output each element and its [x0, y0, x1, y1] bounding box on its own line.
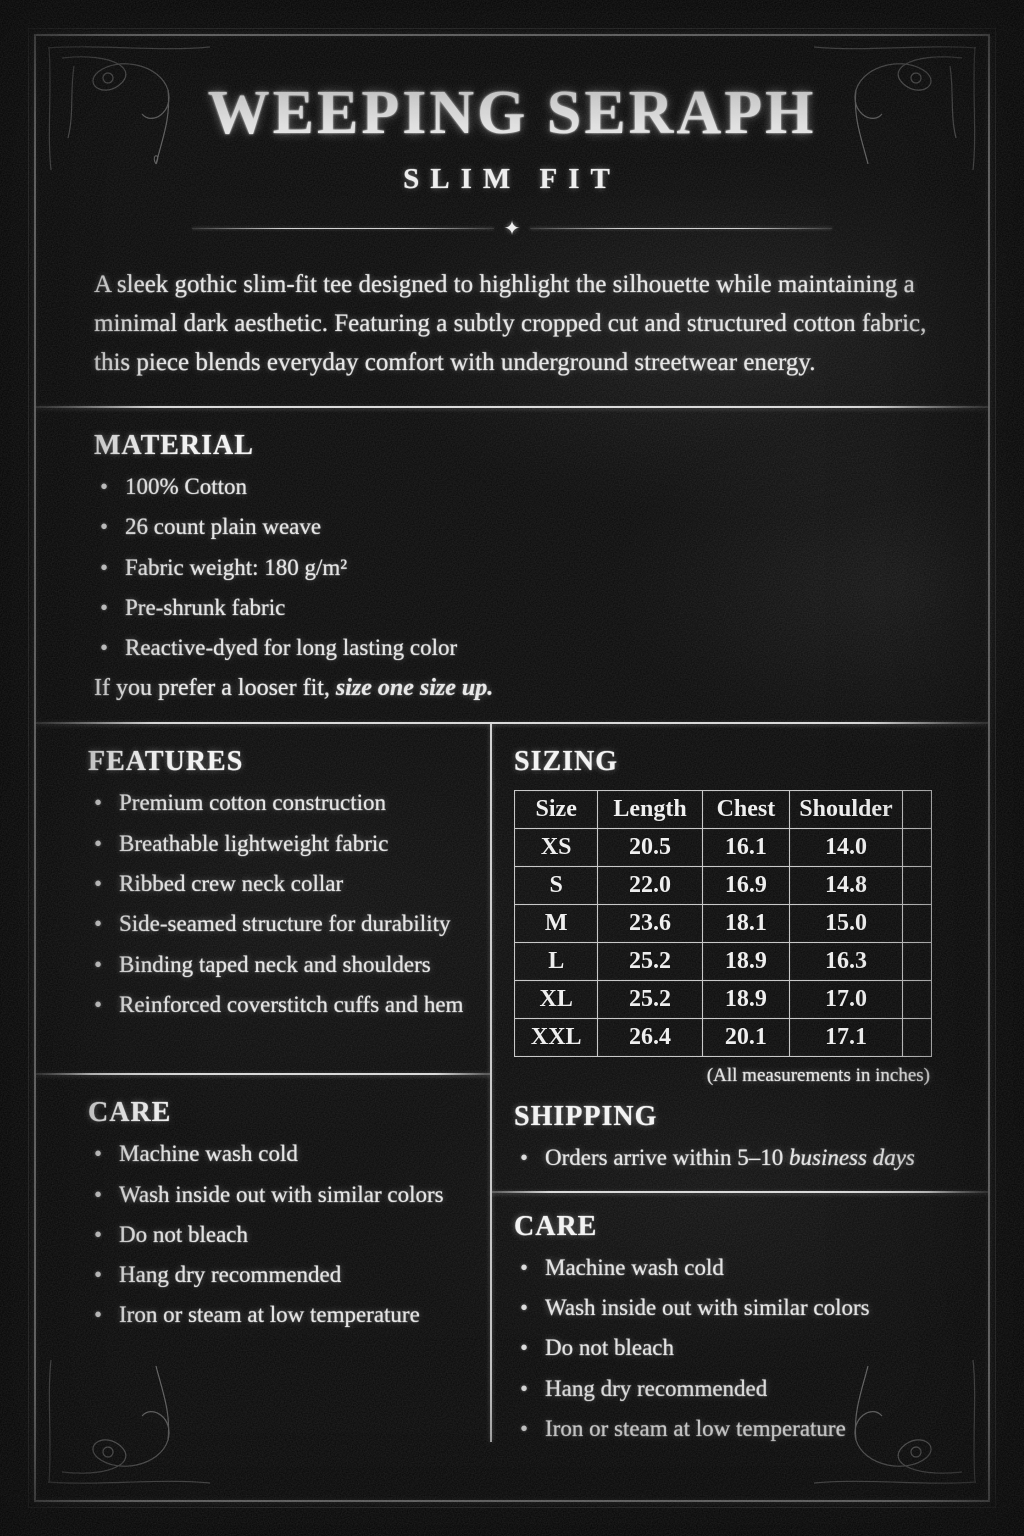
page-title: WEEPING SERAPH — [207, 79, 817, 147]
size-cell: M — [515, 905, 598, 943]
list-item: • Pre-shrunk fabric — [94, 595, 930, 620]
page-subtitle: SLIM FIT — [403, 163, 621, 195]
list-item: • 26 count plain weave — [94, 514, 930, 539]
list-item: • Fabric weight: 180 g/m² — [94, 555, 930, 580]
shoulder-cell: 14.8 — [790, 867, 903, 905]
shoulder-cell: 17.1 — [790, 1019, 903, 1057]
table-row — [515, 905, 932, 943]
fit-note-text: If you prefer a looser fit, — [94, 675, 336, 702]
care-left-list — [88, 1141, 468, 1327]
list-item — [514, 1145, 932, 1170]
shipping-section — [514, 1101, 932, 1170]
list-item: • Ribbed crew neck collar — [88, 871, 468, 896]
material-list — [94, 474, 930, 660]
fit-note — [94, 675, 930, 702]
length-cell: 22.0 — [598, 867, 702, 905]
care-right-heading: CARE — [514, 1210, 598, 1242]
empty-cell — [902, 905, 931, 943]
sizing-table — [514, 790, 932, 1057]
shipping-heading: SHIPPING — [514, 1101, 658, 1133]
shoulder-cell: 15.0 — [790, 905, 903, 943]
shoulder-cell: 16.3 — [790, 943, 903, 981]
divider-line — [192, 228, 494, 230]
product-description: A sleek gothic slim-fit tee designed to highlight the silhouette while maintaining a minimal dark aesthetic. Featuring a subtly cropped cut and structured cotton fabric, this piece blends everyday comfort with underground streetwear energy. — [94, 271, 927, 376]
empty-cell — [902, 981, 931, 1019]
list-item: • Reinforced coverstitch cuffs and hem — [88, 992, 468, 1017]
column-header: Size — [515, 791, 598, 829]
section-divider — [36, 1073, 490, 1075]
header — [94, 78, 930, 241]
length-cell: 25.2 — [598, 981, 702, 1019]
size-cell: XL — [515, 981, 598, 1019]
material-heading: MATERIAL — [94, 430, 254, 461]
diamond-icon: ✦ — [503, 218, 521, 240]
list-item: • Wash inside out with similar colors — [514, 1295, 932, 1320]
list-item: • Do not bleach — [514, 1335, 932, 1360]
list-item: • Reactive-dyed for long lasting color — [94, 635, 930, 660]
features-list — [88, 790, 468, 1017]
table-row — [515, 867, 932, 905]
chest-cell: 16.9 — [702, 867, 790, 905]
shoulder-cell: 17.0 — [790, 981, 903, 1019]
sizing-section — [514, 746, 932, 1087]
list-item: • Machine wash cold — [88, 1141, 468, 1166]
list-item: • Machine wash cold — [514, 1255, 932, 1280]
column-header: Shoulder — [790, 791, 903, 829]
chest-cell: 16.1 — [702, 829, 790, 867]
chest-cell: 18.9 — [702, 981, 790, 1019]
chest-cell: 20.1 — [702, 1019, 790, 1057]
shipping-emphasis: business days — [789, 1145, 915, 1171]
features-section — [88, 746, 468, 1017]
table-header-row — [515, 791, 932, 829]
fit-note-emphasis: size one size up. — [335, 675, 494, 702]
section-divider — [36, 406, 988, 408]
left-column — [36, 724, 490, 1456]
two-column-area — [36, 724, 988, 1456]
decorative-frame — [34, 34, 990, 1502]
right-column — [490, 724, 988, 1456]
table-row — [515, 829, 932, 867]
care-right-list — [514, 1255, 932, 1441]
material-section — [94, 430, 930, 702]
list-item: • 100% Cotton — [94, 474, 930, 499]
divider-line — [530, 228, 832, 230]
list-item: • Hang dry recommended — [514, 1376, 932, 1401]
empty-cell — [902, 943, 931, 981]
column-divider — [490, 724, 492, 1442]
table-row — [515, 981, 932, 1019]
section-divider — [490, 1191, 988, 1193]
chest-cell: 18.1 — [702, 905, 790, 943]
size-cell: S — [515, 867, 598, 905]
shipping-text: Orders arrive within 5–10 — [545, 1145, 789, 1171]
size-cell: XS — [515, 829, 598, 867]
sizing-heading: SIZING — [514, 746, 619, 778]
list-item: • Do not bleach — [88, 1222, 468, 1247]
chest-cell: 18.9 — [702, 943, 790, 981]
list-item: • Iron or steam at low temperature — [88, 1302, 468, 1327]
list-item: • Premium cotton construction — [88, 790, 468, 815]
care-section-right — [514, 1211, 932, 1441]
list-item: • Hang dry recommended — [88, 1262, 468, 1287]
list-item: • Binding taped neck and shoulders — [88, 952, 468, 977]
column-header-empty — [902, 791, 931, 829]
features-heading: FEATURES — [88, 746, 244, 778]
length-cell: 20.5 — [598, 829, 702, 867]
table-row — [515, 943, 932, 981]
list-item: • Wash inside out with similar colors — [88, 1182, 468, 1207]
shoulder-cell: 14.0 — [790, 829, 903, 867]
measurements-note: (All measurements in inches) — [706, 1065, 930, 1087]
column-header: Chest — [702, 791, 790, 829]
length-cell: 26.4 — [598, 1019, 702, 1057]
list-item: • Breathable lightweight fabric — [88, 831, 468, 856]
size-cell: XXL — [515, 1019, 598, 1057]
table-row — [515, 1019, 932, 1057]
empty-cell — [902, 829, 931, 867]
ornament-divider — [192, 216, 832, 241]
list-item: • Side-seamed structure for durability — [88, 911, 468, 936]
empty-cell — [902, 1019, 931, 1057]
list-item: • Iron or steam at low temperature — [514, 1416, 932, 1441]
length-cell: 23.6 — [598, 905, 702, 943]
care-section-left — [88, 1097, 468, 1327]
shipping-list — [514, 1145, 932, 1170]
size-cell: L — [515, 943, 598, 981]
column-header: Length — [598, 791, 702, 829]
care-left-heading: CARE — [88, 1097, 172, 1129]
length-cell: 25.2 — [598, 943, 702, 981]
empty-cell — [902, 867, 931, 905]
